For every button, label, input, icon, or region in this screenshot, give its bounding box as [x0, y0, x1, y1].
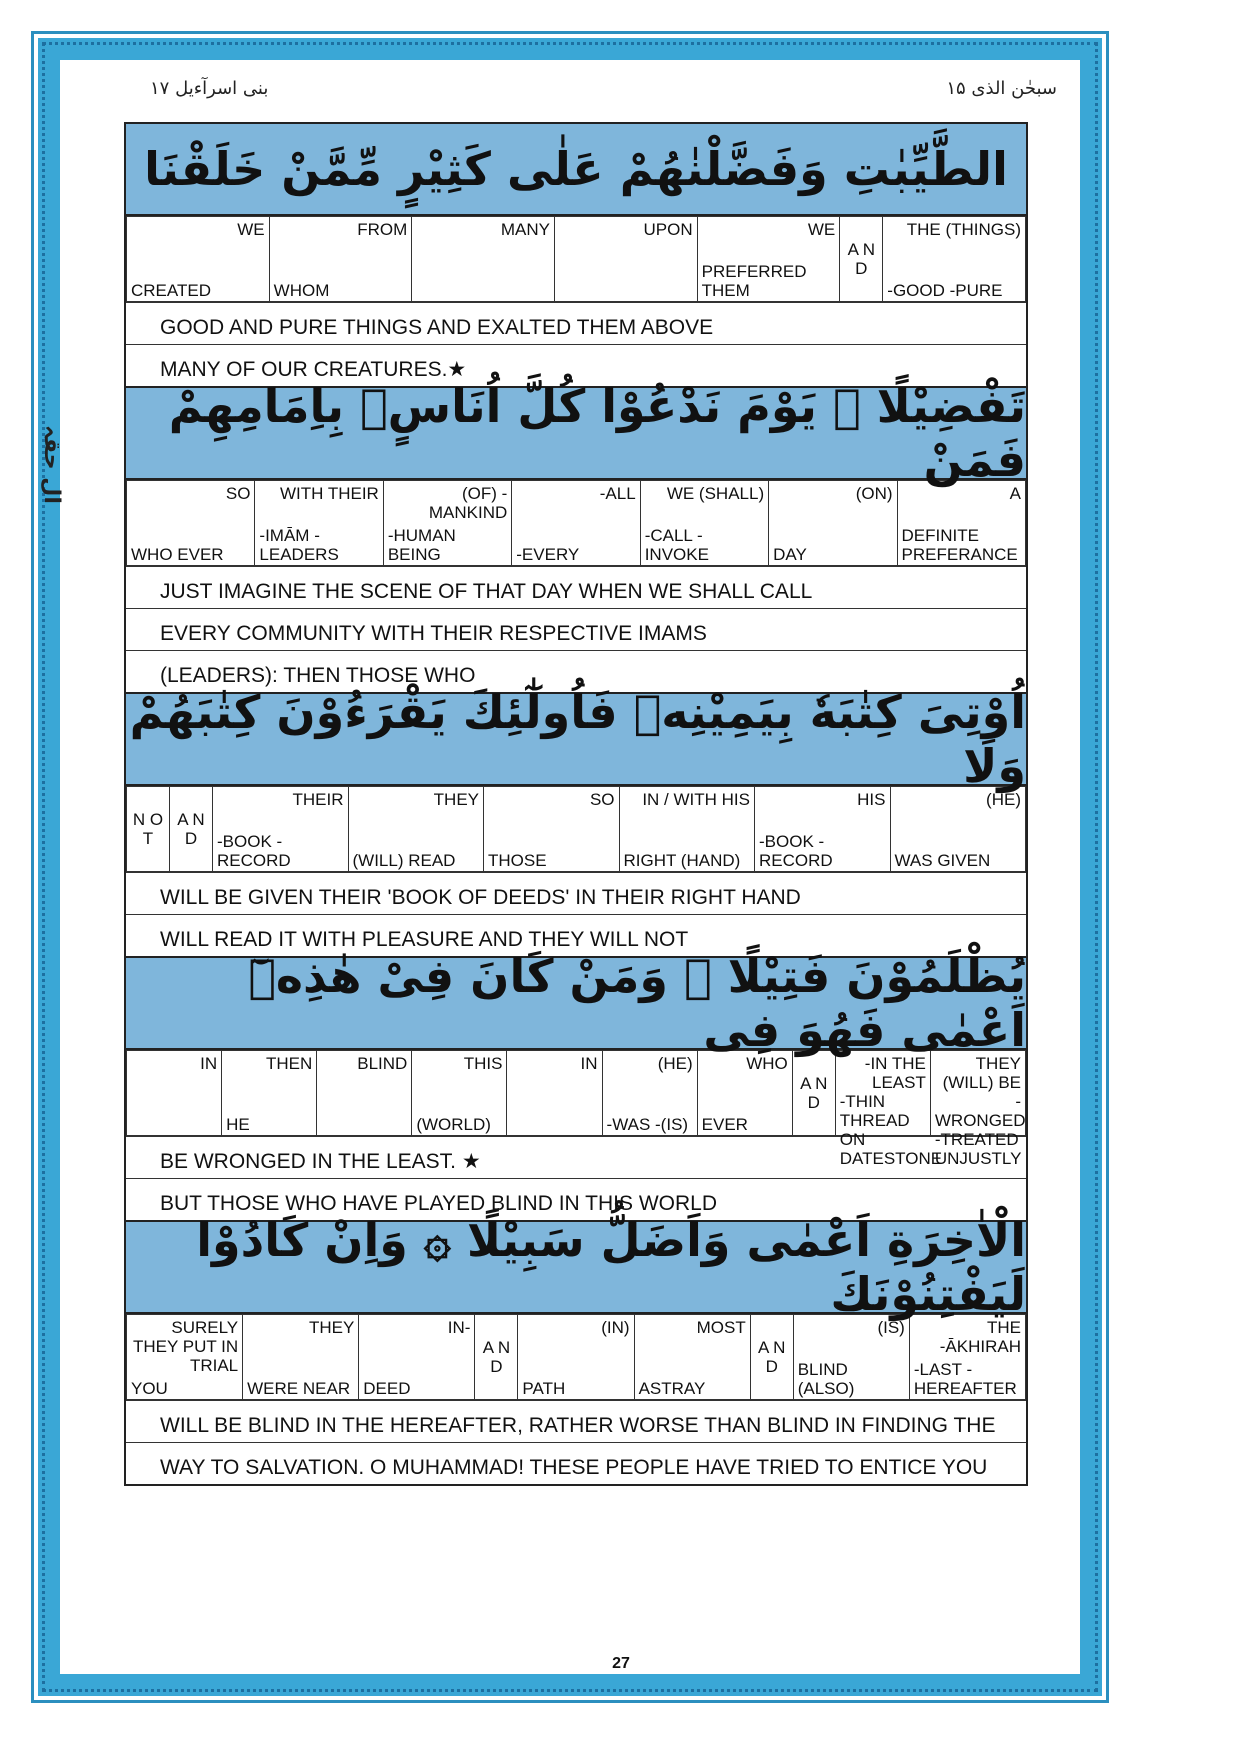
word-meaning-bottom: WAS GIVEN [894, 851, 991, 870]
translation-line: MANY OF OUR CREATURES.★ [126, 344, 1026, 386]
juz-header: سبحٰن الذی ۱۵ [946, 78, 1057, 99]
word-cell [518, 1315, 634, 1400]
word-meaning-top: IN- [447, 1318, 471, 1337]
word-cell [213, 787, 349, 872]
word-cell [697, 217, 840, 302]
word-cell [475, 1315, 518, 1400]
word-cell [909, 1315, 1025, 1400]
word-cell [170, 787, 213, 872]
arabic-verse-line: تَفْضِيْلًا ۞ يَوْمَ نَدْعُوْا كُلَّ اُنَاسٍۭ بِاِمَامِهِمْ فَمَنْ [126, 386, 1026, 480]
word-meaning-bottom: WERE NEAR [247, 1379, 351, 1398]
word-meaning-bottom: YOU [131, 1379, 168, 1398]
word-by-word-table [126, 786, 1026, 872]
conjunction-letter: A N D [482, 1338, 511, 1376]
word-meaning-bottom: PATH [522, 1379, 566, 1398]
word-meaning-bottom: ASTRAY [638, 1379, 706, 1398]
word-cell [554, 217, 697, 302]
word-meaning-bottom: -LAST -HEREAFTER [913, 1360, 1017, 1398]
word-cell [412, 1051, 507, 1136]
word-meaning-top: HIS [857, 790, 886, 809]
word-meaning-top: -ALL [599, 484, 636, 503]
word-cell [634, 1315, 750, 1400]
surah-header: بنی اسرآءیل ۱۷ [150, 78, 269, 99]
word-cell [269, 217, 412, 302]
word-meaning-top: (OF) -MANKIND [428, 484, 508, 522]
word-meaning-bottom: PREFERRED THEM [701, 262, 807, 300]
word-cell [619, 787, 755, 872]
word-meaning-bottom: -BOOK -RECORD [759, 832, 833, 870]
word-meaning-top: IN [580, 1054, 598, 1073]
conjunction-letter: A N D [177, 810, 205, 848]
word-meaning-bottom: BLIND (ALSO) [797, 1360, 855, 1398]
arabic-verse-line: الطَّيِّبٰتِ وَفَضَّلْنٰهُمْ عَلٰى كَثِيْرٍ مِّمَّنْ خَلَقْنَا [126, 124, 1026, 216]
word-cell [359, 1315, 475, 1400]
word-meaning-bottom: DEED [363, 1379, 411, 1398]
word-meaning-bottom: -CALL -INVOKE [644, 526, 709, 564]
word-by-word-table [126, 216, 1026, 302]
word-meaning-top: THEY [308, 1318, 355, 1337]
word-meaning-bottom: THOSE [488, 851, 547, 870]
word-meaning-bottom: -IMĀM -LEADERS [259, 526, 339, 564]
translation-line: BE WRONGED IN THE LEAST. ★ [126, 1136, 1026, 1178]
word-meaning-bottom: -HUMAN BEING [387, 526, 456, 564]
translation-line: WILL BE GIVEN THEIR 'BOOK OF DEEDS' IN THEIR RIGHT HAND [126, 872, 1026, 914]
word-meaning-top: THEY [433, 790, 479, 809]
translation-line: GOOD AND PURE THINGS AND EXALTED THEM ABOVE [126, 302, 1026, 344]
word-cell [697, 1051, 792, 1136]
word-by-word-table [126, 1314, 1026, 1400]
word-cell [897, 481, 1025, 566]
word-meaning-top: IN [200, 1054, 218, 1073]
word-meaning-bottom: (WILL) READ [352, 851, 456, 870]
word-meaning-top: (HE) [657, 1054, 693, 1073]
word-meaning-top: THE (THINGS) [906, 220, 1021, 239]
word-meaning-bottom: DEFINITE PREFERANCE [901, 526, 1018, 564]
translation-line: JUST IMAGINE THE SCENE OF THAT DAY WHEN WE SHALL CALL [126, 566, 1026, 608]
translation-line: (LEADERS): THEN THOSE WHO [126, 650, 1026, 692]
word-meaning-top: THE -ĀKHIRAH [939, 1318, 1021, 1356]
word-meaning-bottom: -WAS -(IS) [606, 1115, 689, 1134]
word-meaning-top: A [1009, 484, 1021, 503]
word-cell [930, 1051, 1026, 1168]
word-cell [222, 1051, 317, 1136]
word-meaning-bottom: DAY [773, 545, 807, 564]
word-cell [127, 481, 255, 566]
word-cell [348, 787, 484, 872]
word-meaning-top: THEY (WILL) BE -WRONGED [934, 1054, 1026, 1130]
word-cell [243, 1315, 359, 1400]
side-mark: ال حقہ [39, 425, 64, 504]
word-cell [793, 1315, 909, 1400]
word-meaning-top: MANY [500, 220, 550, 239]
word-cell [127, 1315, 243, 1400]
word-cell [769, 481, 897, 566]
word-cell [127, 1051, 222, 1136]
translation-line: WAY TO SALVATION. O MUHAMMAD! THESE PEOPLE HAVE TRIED TO ENTICE YOU [126, 1442, 1026, 1484]
word-cell [750, 1315, 793, 1400]
word-meaning-bottom: CREATED [131, 281, 211, 300]
word-meaning-top: WHO [746, 1054, 788, 1073]
word-cell [840, 217, 883, 302]
conjunction-letter: A N D [847, 240, 875, 278]
word-cell [835, 1051, 943, 1168]
word-meaning-top: BLIND [357, 1054, 408, 1073]
word-cell [484, 787, 620, 872]
arabic-verse-line: الْاٰخِرَةِ اَعْمٰى وَاَضَلُّ سَبِيْلًا ۞ وَاِنْ كَادُوْا لَيَفْتِنُوْنَكَ [126, 1220, 1026, 1314]
word-meaning-top: MOST [696, 1318, 746, 1337]
word-meaning-top: IN / WITH HIS [642, 790, 750, 809]
word-meaning-top: THIS [463, 1054, 503, 1073]
word-meaning-bottom: -THIN THREAD ON DATESTONE [839, 1092, 943, 1168]
word-meaning-bottom: WHOM [273, 281, 330, 300]
word-meaning-top: WE [807, 220, 836, 239]
word-meaning-top: THEN [265, 1054, 313, 1073]
word-cell [255, 481, 383, 566]
word-meaning-bottom: -EVERY [516, 545, 580, 564]
conjunction-letter: N O T [132, 810, 164, 848]
word-meaning-top: WE (SHALL) [666, 484, 765, 503]
word-meaning-top: SURELY THEY PUT IN TRIAL [132, 1318, 239, 1375]
word-meaning-top: WE [237, 220, 265, 239]
word-cell [412, 217, 555, 302]
word-meaning-bottom: -BOOK -RECORD [217, 832, 291, 870]
word-meaning-bottom: -TREATED UNJUSTLY [934, 1130, 1022, 1168]
word-cell [507, 1051, 602, 1136]
word-meaning-top: (ON) [855, 484, 893, 503]
translation-page [124, 122, 1028, 1486]
word-cell [317, 1051, 412, 1136]
word-cell [883, 217, 1026, 302]
arabic-verse-line: اُوْتِىَ كِتٰبَهٗ بِيَمِيْنِهٖ فَاُولٰٓئِكَ يَقْرَءُوْنَ كِتٰبَهُمْ وَلَا [126, 692, 1026, 786]
conjunction-letter: A N D [758, 1338, 786, 1376]
word-cell [640, 481, 768, 566]
word-meaning-bottom: -GOOD -PURE [887, 281, 1003, 300]
word-meaning-top: SO [225, 484, 251, 503]
word-meaning-top: FROM [357, 220, 408, 239]
word-meaning-bottom: HE [226, 1115, 250, 1134]
word-meaning-bottom: WHO EVER [131, 545, 224, 564]
word-meaning-bottom: (WORLD) [416, 1115, 491, 1134]
word-cell [383, 481, 511, 566]
word-meaning-bottom: RIGHT (HAND) [623, 851, 741, 870]
word-cell [127, 217, 270, 302]
word-cell [755, 787, 891, 872]
word-meaning-top: SO [589, 790, 615, 809]
translation-line: BUT THOSE WHO HAVE PLAYED BLIND IN THIS WORLD [126, 1178, 1026, 1220]
translation-line: WILL BE BLIND IN THE HEREAFTER, RATHER WORSE THAN BLIND IN FINDING THE [126, 1400, 1026, 1442]
word-meaning-top: (HE) [986, 790, 1021, 809]
word-cell [602, 1051, 697, 1136]
word-cell [890, 787, 1026, 872]
word-cell [127, 787, 170, 872]
word-cell [792, 1051, 835, 1136]
page-number: 27 [612, 1655, 630, 1672]
word-meaning-top: (IN) [601, 1318, 630, 1337]
word-cell [512, 481, 640, 566]
word-meaning-top: THEIR [292, 790, 344, 809]
translation-line: WILL READ IT WITH PLEASURE AND THEY WILL NOT [126, 914, 1026, 956]
word-by-word-table [126, 480, 1026, 566]
word-meaning-top: (IS) [877, 1318, 905, 1337]
word-meaning-top: UPON [643, 220, 693, 239]
translation-line: EVERY COMMUNITY WITH THEIR RESPECTIVE IMAMS [126, 608, 1026, 650]
conjunction-letter: A N D [800, 1074, 828, 1112]
word-meaning-bottom: EVER [701, 1115, 748, 1134]
word-meaning-top: -IN THE LEAST [864, 1054, 926, 1092]
arabic-verse-line: يُظْلَمُوْنَ فَتِيْلًا ۞ وَمَنْ كَانَ فِىْ هٰذِهٖٓ اَعْمٰى فَهُوَ فِى [126, 956, 1026, 1050]
word-meaning-top: WITH THEIR [279, 484, 379, 503]
